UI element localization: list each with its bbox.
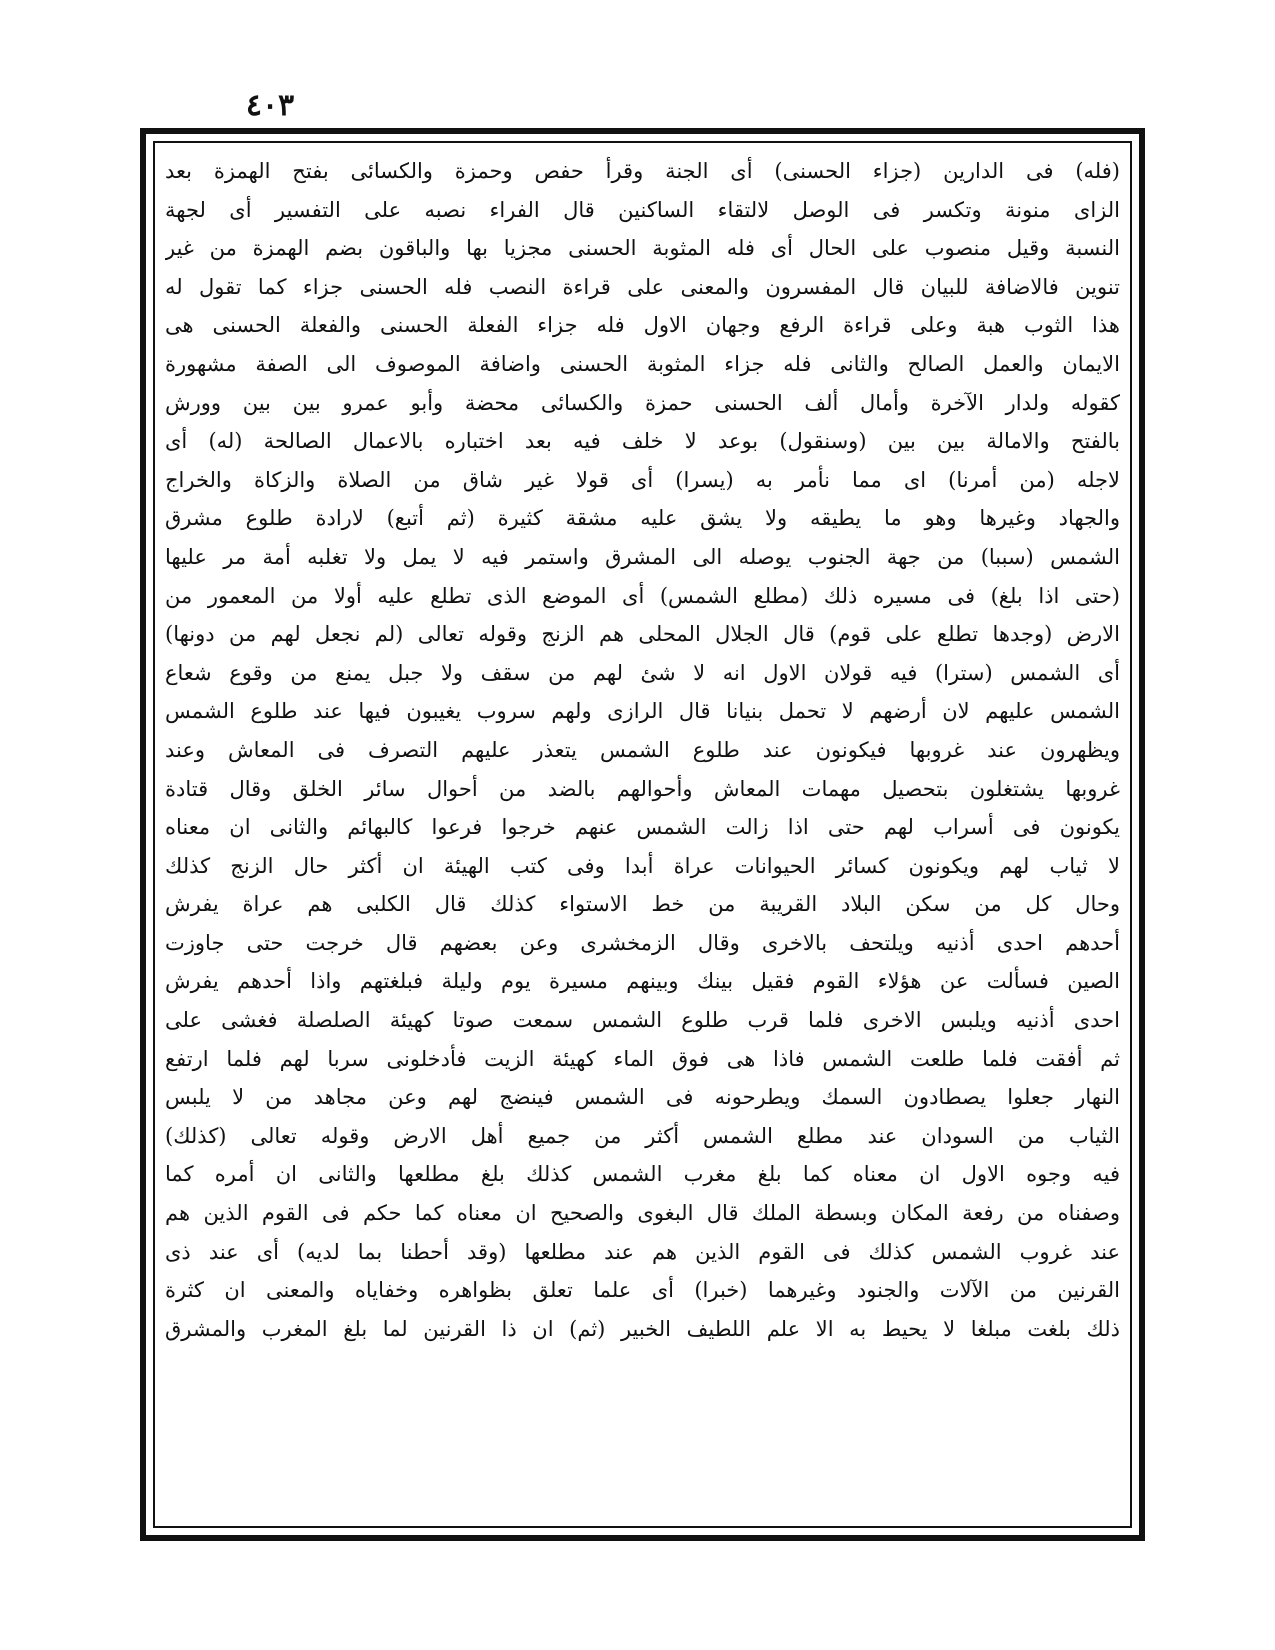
text-line: الزاى منونة وتكسر فى الوصل لالتقاء الساكنين قال الفراء نصبه على التفسير أى لجهة	[165, 197, 1120, 222]
text-line: الشمس (سببا) من جهة الجنوب يوصله الى المشرق واستمر فيه لا يمل ولا تغلبه أمة مر عليها	[165, 544, 1120, 569]
text-line: لاجله (من أمرنا) اى مما نأمر به (يسرا) أى قولا غير شاق من الصلاة والزكاة والخراج	[165, 467, 1120, 492]
text-line: ثم أفقت فلما طلعت الشمس فاذا هى فوق الماء كهيئة الزيت فأدخلونى سربا لهم فلما ارتفع	[165, 1046, 1120, 1071]
text-line: ذلك بلغت مبلغا لا يحيط به الا علم اللطيف الخبير (ثم) ان ذا القرنين لما بلغ المغرب والمشرق	[165, 1316, 1120, 1341]
text-line: الصين فسألت عن هؤلاء القوم فقيل بينك وبينهم مسيرة يوم وليلة فبلغتهم واذا أحدهم يفرش	[165, 969, 1120, 994]
text-line: النهار جعلوا يصطادون السمك ويطرحونه فى الشمس فينضج لهم وعن مجاهد من لا يلبس	[165, 1085, 1120, 1110]
text-line: وحال كل من سكن البلاد القريبة من خط الاستواء كذلك قال الكلبى هم عراة يفرش	[165, 892, 1120, 917]
text-line: الشمس عليهم لان أرضهم لا تحمل بنيانا قال الرازى ولهم سروب يغيبون فيها عند طلوع الشمس	[165, 699, 1120, 724]
text-line: كقوله ولدار الآخرة وأمال ألف الحسنى حمزة والكسائى محضة وأبو عمرو بين بين وورش	[165, 390, 1120, 415]
page-number: ٤٠٣	[245, 88, 295, 123]
text-line: بالفتح والامالة بين بين (وسنقول) بوعد لا خلف فيه بعد اختباره بالاعمال الصالحة (له) أى	[165, 429, 1120, 454]
text-line: يكونون فى أسراب لهم حتى اذا زالت الشمس عنهم خرجوا فرعوا كالبهائم والثانى ان معناه	[165, 815, 1120, 840]
text-line: احدى أذنيه ويلبس الاخرى فلما قرب طلوع الشمس سمعت صوتا كهيئة الصلصلة فغشى على	[165, 1008, 1120, 1033]
text-line: الارض (وجدها تطلع على قوم) قال الجلال المحلى هم الزنج وقوله تعالى (لم نجعل لهم من دونها)	[165, 622, 1120, 647]
text-line: القرنين من الآلات والجنود وغيرهما (خبرا) أى علما تعلق بظواهره وخفاياه والمعنى ان كثرة	[165, 1278, 1120, 1303]
text-line: النسبة وقيل منصوب على الحال أى فله المثوبة الحسنى مجزيا بها والباقون بضم الهمزة من غير	[165, 236, 1120, 261]
text-line: ويظهرون عند غروبها فيكونون عند طلوع الشمس يتعذر عليهم التصرف فى المعاش وعند	[165, 737, 1120, 762]
text-line: أى الشمس (سترا) فيه قولان الاول انه لا شئ لهم من سقف ولا جبل يمنع من وقوع شعاع	[165, 660, 1120, 685]
text-line: الثياب من السودان عند مطلع الشمس أكثر من جميع أهل الارض وقوله تعالى (كذلك)	[165, 1123, 1120, 1148]
text-line: هذا الثوب هبة وعلى قراءة الرفع وجهان الاول فله جزاء الفعلة الحسنى والفعلة الحسنى هى	[165, 313, 1120, 338]
text-line: وصفناه من رفعة المكان وبسطة الملك قال البغوى والصحيح ان معناه كما حكم فى القوم الذين هم	[165, 1201, 1120, 1226]
text-line: عند غروب الشمس كذلك فى القوم الذين هم عند مطلعها (وقد أحطنا بما لديه) أى عند ذى	[165, 1239, 1120, 1264]
text-line: غروبها يشتغلون بتحصيل مهمات المعاش وأحوالهم بالضد من أحوال سائر الخلق وقال قتادة	[165, 776, 1120, 801]
text-line: أحدهم احدى أذنيه ويلتحف بالاخرى وقال الزمخشرى وعن بعضهم قال خرجت حتى جاوزت	[165, 930, 1120, 955]
text-line: الايمان والعمل الصالح والثانى فله جزاء المثوبة الحسنى واضافة الموصوف الى الصفة مشهورة	[165, 351, 1120, 376]
text-line: فيه وجوه الاول ان معناه كما بلغ مغرب الشمس كذلك بلغ مطلعها والثانى ان أمره كما	[165, 1162, 1120, 1187]
text-line: (فله) فى الدارين (جزاء الحسنى) أى الجنة وقرأ حفص وحمزة والكسائى بفتح الهمزة بعد	[165, 159, 1120, 183]
body-text	[165, 152, 1120, 1522]
text-line: تنوين فالاضافة للبيان قال المفسرون والمعنى على قراءة النصب فله الحسنى جزاء كما تقول له	[165, 274, 1120, 299]
text-line: لا ثياب لهم ويكونون كسائر الحيوانات عراة أبدا وفى كتب الهيئة ان أكثر حال الزنج كذلك	[165, 853, 1120, 878]
text-line: والجهاد وغيرها وهو ما يطيقه ولا يشق عليه مشقة كثيرة (ثم أتبع) لارادة طلوع مشرق	[165, 506, 1120, 531]
text-line: (حتى اذا بلغ) فى مسيره ذلك (مطلع الشمس) أى الموضع الذى تطلع عليه أولا من المعمور من	[165, 583, 1120, 608]
